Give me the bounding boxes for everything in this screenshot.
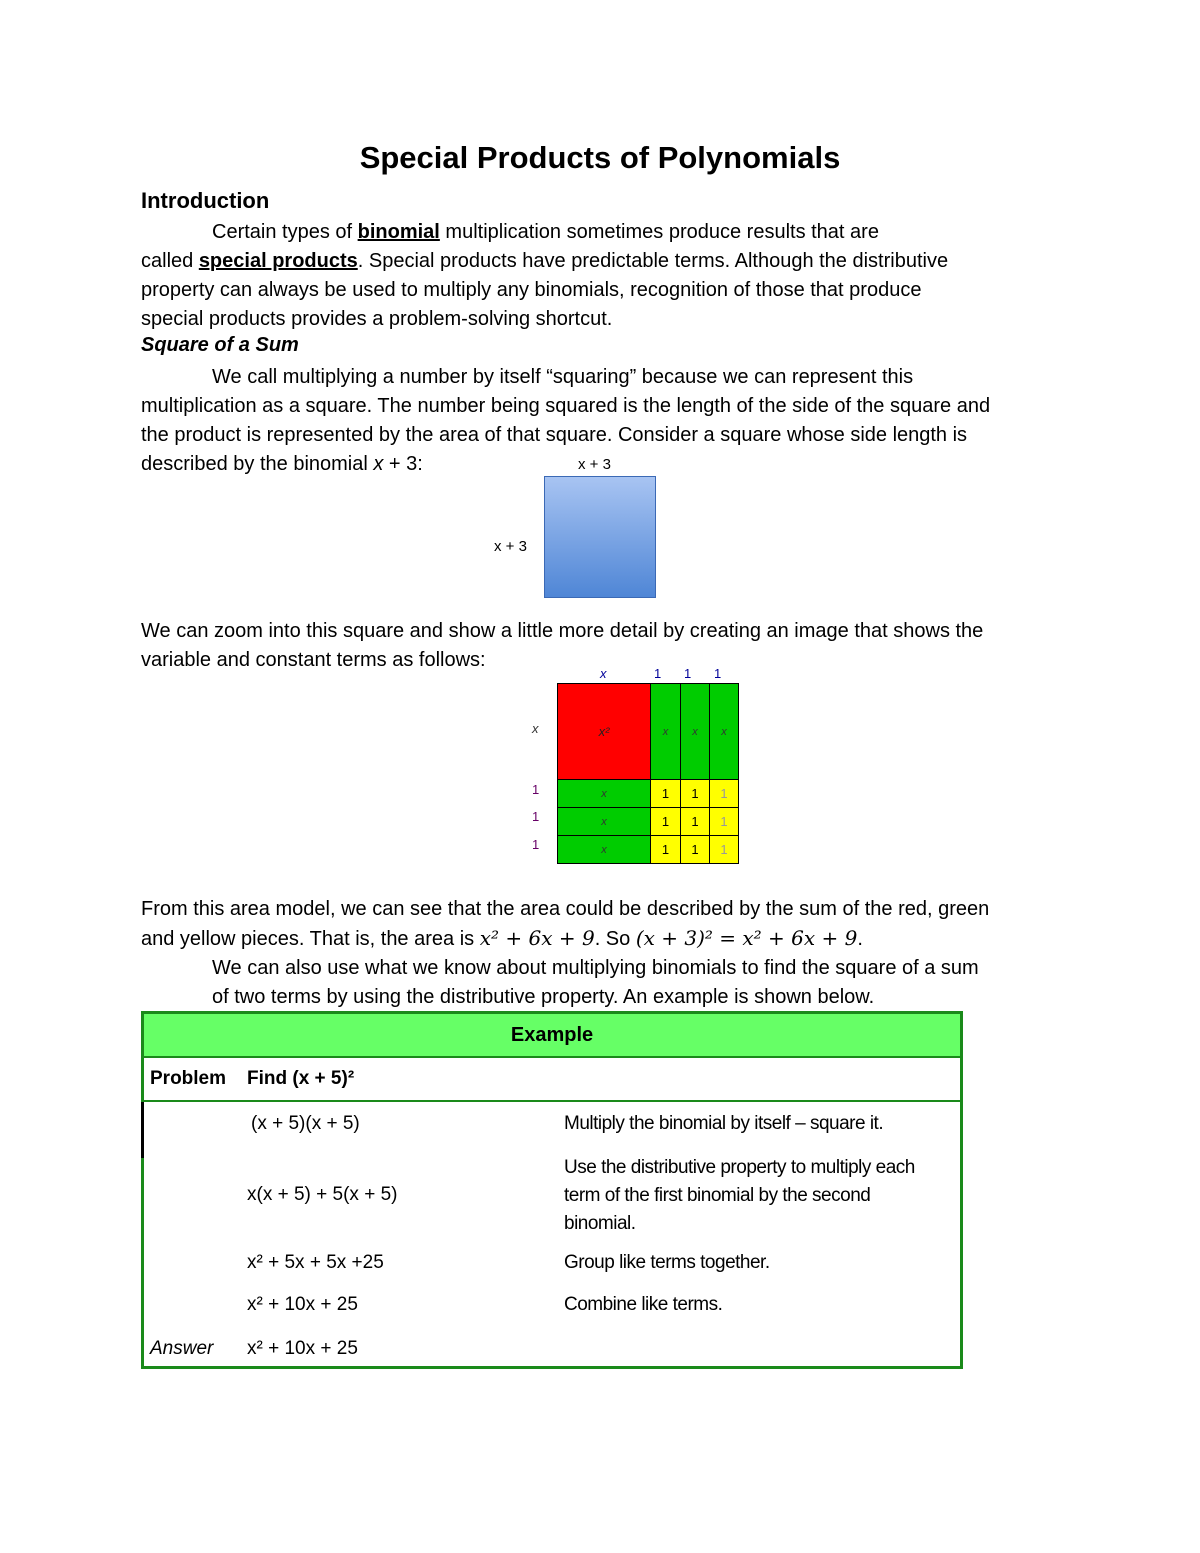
- square-identity: (x + 3)² = x² + 6x + 9: [635, 926, 858, 950]
- area-model: [520, 664, 750, 869]
- page-title: Special Products of Polynomials: [359, 140, 841, 175]
- term-special-products: special products: [198, 250, 358, 272]
- cell-x: x: [650, 683, 681, 780]
- cell-one: 1: [709, 779, 739, 808]
- step-4-expression: x² + 10x + 25: [247, 1294, 358, 1315]
- problem-label: Problem: [150, 1068, 227, 1089]
- conclusion-paragraph: [141, 895, 1071, 1012]
- cell-x: x: [557, 807, 651, 836]
- square-line-3: the product is represented by the area of that square. Consider a square whose side length is: [141, 424, 968, 446]
- cell-x-squared: x²: [557, 683, 651, 780]
- answer-expression: x² + 10x + 25: [247, 1338, 358, 1359]
- step-1-expression: (x + 5)(x + 5): [251, 1113, 360, 1134]
- square-line-4: described by the binomial x + 3:: [141, 453, 423, 475]
- cell-one: 1: [709, 835, 739, 864]
- zoom-line-2: variable and constant terms as follows:: [141, 649, 486, 671]
- side-label-1b: 1: [532, 809, 540, 824]
- cell-one: 1: [650, 835, 681, 864]
- conclusion-line-1: From this area model, we can see that the area could be described by the sum of the red, green: [141, 898, 990, 920]
- cell-one: 1: [680, 807, 710, 836]
- side-label-x: x: [532, 721, 539, 736]
- step-1-note: Multiply the binomial by itself – square it.: [564, 1113, 884, 1134]
- step-2-note: Use the distributive property to multiply each term of the first binomial by the second binomial.: [564, 1157, 915, 1234]
- cell-one: 1: [709, 807, 739, 836]
- problem-row: [144, 1058, 960, 1102]
- cell-x: x: [680, 683, 710, 780]
- conclusion-line-2: and yellow pieces. That is, the area is x² + 6x + 9. So (x + 3)² = x² + 6x + 9.: [141, 926, 863, 950]
- top-label-1a: 1: [654, 666, 662, 681]
- step-3-note: Group like terms together.: [564, 1252, 770, 1273]
- zoom-line-1: We can zoom into this square and show a little more detail by creating an image that shows the: [141, 620, 984, 642]
- side-label-1a: 1: [532, 782, 540, 797]
- cell-one: 1: [650, 807, 681, 836]
- square-line-2: multiplication as a square. The number being squared is the length of the side of the square and: [141, 395, 991, 417]
- top-label-x: x: [600, 666, 607, 681]
- cell-one: 1: [680, 835, 710, 864]
- cell-one: 1: [650, 779, 681, 808]
- section-heading-square-of-sum: Square of a Sum: [141, 334, 299, 356]
- intro-line-4: special products provides a problem-solving shortcut.: [141, 308, 613, 330]
- intro-line-2: called special products. Special products have predictable terms. Although the distributive: [141, 250, 949, 272]
- conclusion-line-4: of two terms by using the distributive property. An example is shown below.: [212, 986, 875, 1008]
- side-label-1c: 1: [532, 837, 540, 852]
- blue-square-figure: [544, 476, 656, 598]
- example-table: [141, 1011, 963, 1369]
- area-expression: x² + 6x + 9: [479, 926, 595, 950]
- problem-text: Find (x + 5)²: [247, 1068, 355, 1089]
- left-border-accent: [141, 1102, 144, 1158]
- intro-line-1: Certain types of binomial multiplication sometimes produce results that are: [212, 221, 879, 243]
- section-heading-introduction: Introduction: [141, 188, 270, 213]
- conclusion-line-3: We can also use what we know about multiplying binomials to find the square of a sum: [212, 957, 979, 979]
- square-top-label: x + 3: [578, 456, 611, 473]
- step-2-expression: x(x + 5) + 5(x + 5): [247, 1184, 398, 1205]
- square-line-1: We call multiplying a number by itself “squaring” because we can represent this: [212, 366, 914, 388]
- example-header: Example: [144, 1014, 960, 1058]
- intro-line-3: property can always be used to multiply any binomials, recognition of those that produce: [141, 279, 922, 301]
- cell-one: 1: [680, 779, 710, 808]
- top-label-1c: 1: [714, 666, 722, 681]
- intro-paragraph: [141, 218, 1071, 334]
- step-3-expression: x² + 5x + 5x +25: [247, 1252, 384, 1273]
- top-label-1b: 1: [684, 666, 692, 681]
- cell-x: x: [557, 779, 651, 808]
- step-4-note: Combine like terms.: [564, 1294, 723, 1315]
- square-side-label: x + 3: [494, 538, 527, 555]
- answer-label: Answer: [150, 1338, 214, 1359]
- term-binomial: binomial: [357, 221, 440, 243]
- cell-x: x: [557, 835, 651, 864]
- cell-x: x: [709, 683, 739, 780]
